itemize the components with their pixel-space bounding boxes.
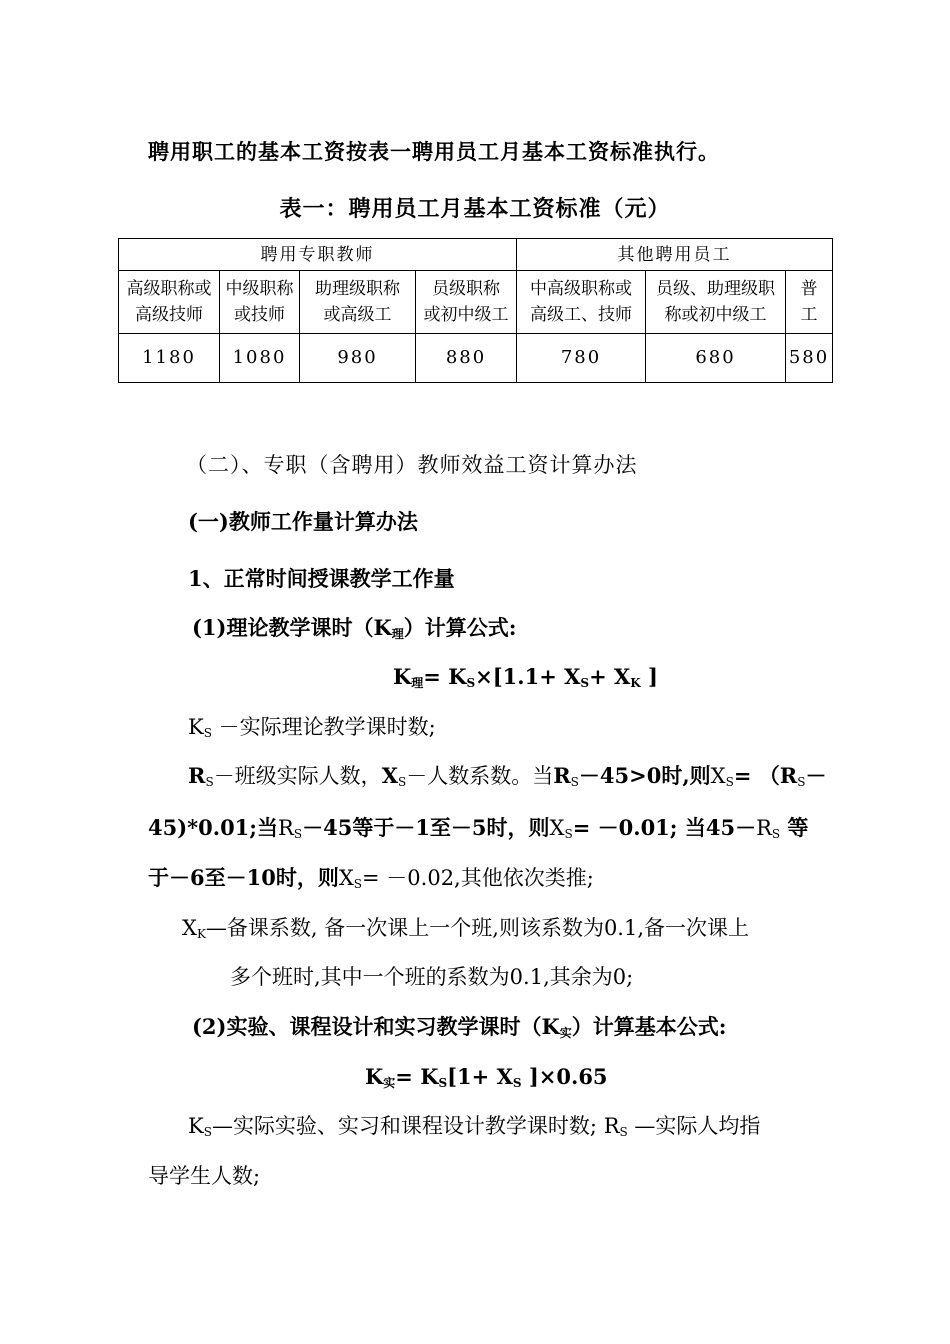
group-header-other-staff: 其他聘用员工 bbox=[517, 239, 833, 271]
wage-table bbox=[118, 238, 833, 383]
column-header: 员级、助理级职 称或初中级工 bbox=[646, 271, 786, 334]
column-header: 中高级职称或 高级工、技师 bbox=[517, 271, 646, 334]
intro-paragraph: 聘用职工的基本工资按表一聘用员工月基本工资标准执行。 bbox=[148, 139, 720, 164]
column-header: 助理级职称 或高级工 bbox=[300, 271, 416, 334]
column-header: 中级职称 或技师 bbox=[220, 271, 300, 334]
wage-value-row bbox=[119, 334, 833, 383]
wage-value: 880 bbox=[416, 334, 517, 383]
rs-definition-line-3: 于－6至－10时，则$X_S= -0.02$,其他依次类推; bbox=[148, 865, 594, 891]
lab-ks-definition: $K_S—$实际实验、实习和课程设计教学课时数; $R_S$ —实际人均指 bbox=[188, 1114, 761, 1139]
section-heading: （二）、专职（含聘用）教师效益工资计算办法 bbox=[186, 453, 638, 477]
item-heading: 1、正常时间授课教学工作量 bbox=[188, 566, 455, 591]
xk-definition: $X_K—$备课系数, 备一次课上一个班,则该系数为0.1,备一次课上 bbox=[182, 916, 750, 941]
lab-rs-definition-continued: 导学生人数; bbox=[148, 1164, 261, 1188]
xk-definition-continued: 多个班时,其中一个班的系数为0.1,其余为0; bbox=[230, 965, 634, 989]
column-header: 员级职称 或初中级工 bbox=[416, 271, 517, 334]
column-header-row bbox=[119, 271, 833, 334]
table-title: 表一：聘用员工月基本工资标准（元） bbox=[279, 196, 671, 222]
group-header-teachers: 聘用专职教师 bbox=[119, 239, 517, 271]
column-header: 普 工 bbox=[786, 271, 833, 334]
theory-formula: $K_理= K_S\times[1.1+ X_S+ X_K$ ] bbox=[393, 664, 658, 690]
wage-value: 980 bbox=[300, 334, 416, 383]
subsection-heading: (一)教师工作量计算办法 bbox=[188, 509, 418, 534]
rs-definition-line-2: 45)*0.01;当$R_S-45$等于－1至－5时，则$X_S= -0.01$; 当$45-R_S$ 等 bbox=[148, 815, 809, 841]
ks-definition: $K_S$ －实际理论教学课时数; bbox=[188, 715, 436, 740]
rs-definition-line-1: $R_S-$班级实际人数，$X_S-$人数系数。当$R_S-45>0$时,则$X_S= (R_S-$ bbox=[188, 763, 827, 789]
theory-formula-heading: (1)理论教学课时$(K_理)$计算公式: bbox=[192, 615, 517, 641]
wage-value: 1080 bbox=[220, 334, 300, 383]
wage-value: 1180 bbox=[119, 334, 220, 383]
wage-value: 680 bbox=[646, 334, 786, 383]
lab-formula: $K_实= K_S[1+ X_S$ ]×0.65 bbox=[365, 1064, 608, 1090]
group-header-row bbox=[119, 239, 833, 271]
column-header: 高级职称或 高级技师 bbox=[119, 271, 220, 334]
wage-value: 780 bbox=[517, 334, 646, 383]
wage-value: 580 bbox=[786, 334, 833, 383]
lab-formula-heading: (2)实验、课程设计和实习教学课时$(K_实)$计算基本公式: bbox=[192, 1014, 727, 1040]
